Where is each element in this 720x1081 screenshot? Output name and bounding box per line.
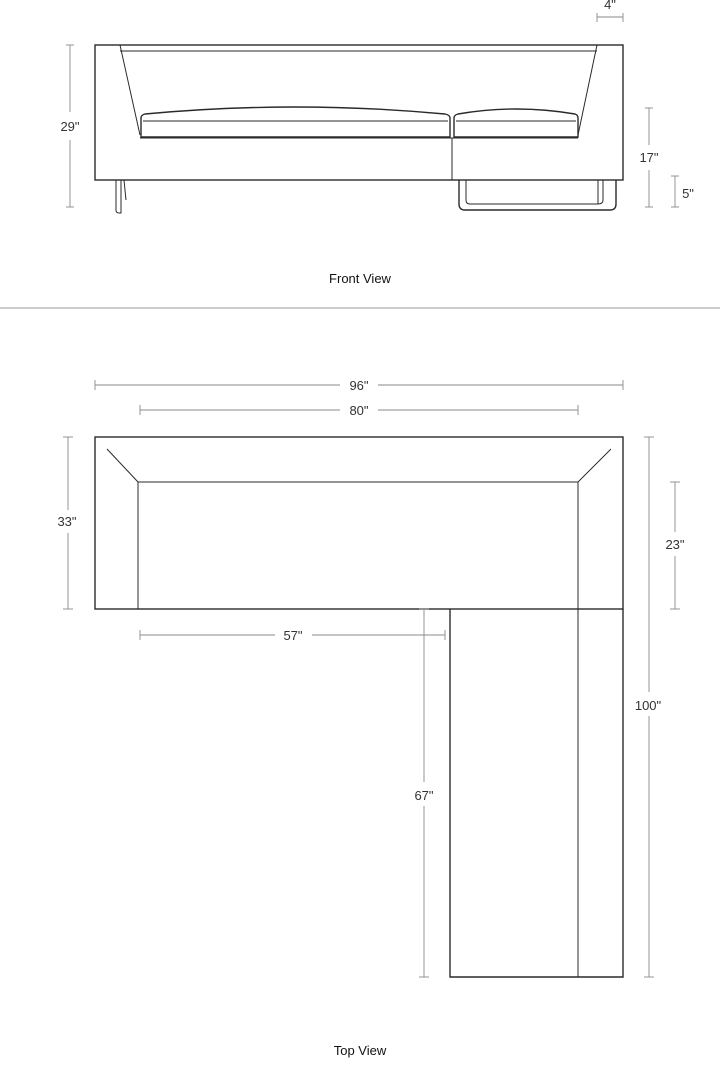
dim-overall-length-label: 100" <box>634 698 662 713</box>
front-sofa-body <box>95 45 623 180</box>
dim-inner-width-label: 80" <box>349 403 369 418</box>
top-left-arm-corner <box>107 449 138 482</box>
dim-depth-label: 33" <box>57 514 77 529</box>
front-left-leg <box>116 180 121 213</box>
front-right-arm-edge <box>578 45 597 135</box>
top-seat-area <box>138 482 578 609</box>
front-left-arm-edge <box>120 45 140 135</box>
front-left-leg-back <box>124 180 126 200</box>
front-sled-base <box>459 180 616 210</box>
dim-leg-height-label: 5" <box>682 186 694 201</box>
front-view-caption: Front View <box>329 271 391 286</box>
front-view-drawing <box>60 0 694 286</box>
front-right-cushion <box>454 109 578 137</box>
front-left-cushion <box>141 107 450 137</box>
dim-chaise-length-label: 67" <box>414 788 434 803</box>
dim-seat-height-label: 17" <box>639 150 659 165</box>
dim-overall-width-label: 96" <box>349 378 369 393</box>
dim-sofa-section-label: 57" <box>283 628 303 643</box>
dim-seat-depth-label: 23" <box>665 537 685 552</box>
top-chaise-section <box>450 609 623 977</box>
top-view-drawing <box>57 378 684 1058</box>
dim-overall-height-label: 29" <box>60 119 80 134</box>
top-sofa-section <box>95 437 623 609</box>
top-view-caption: Top View <box>333 1043 387 1058</box>
dim-arm-width-label: 4" <box>604 0 616 12</box>
top-right-arm-corner <box>578 449 611 482</box>
front-sled-inner <box>466 180 603 204</box>
